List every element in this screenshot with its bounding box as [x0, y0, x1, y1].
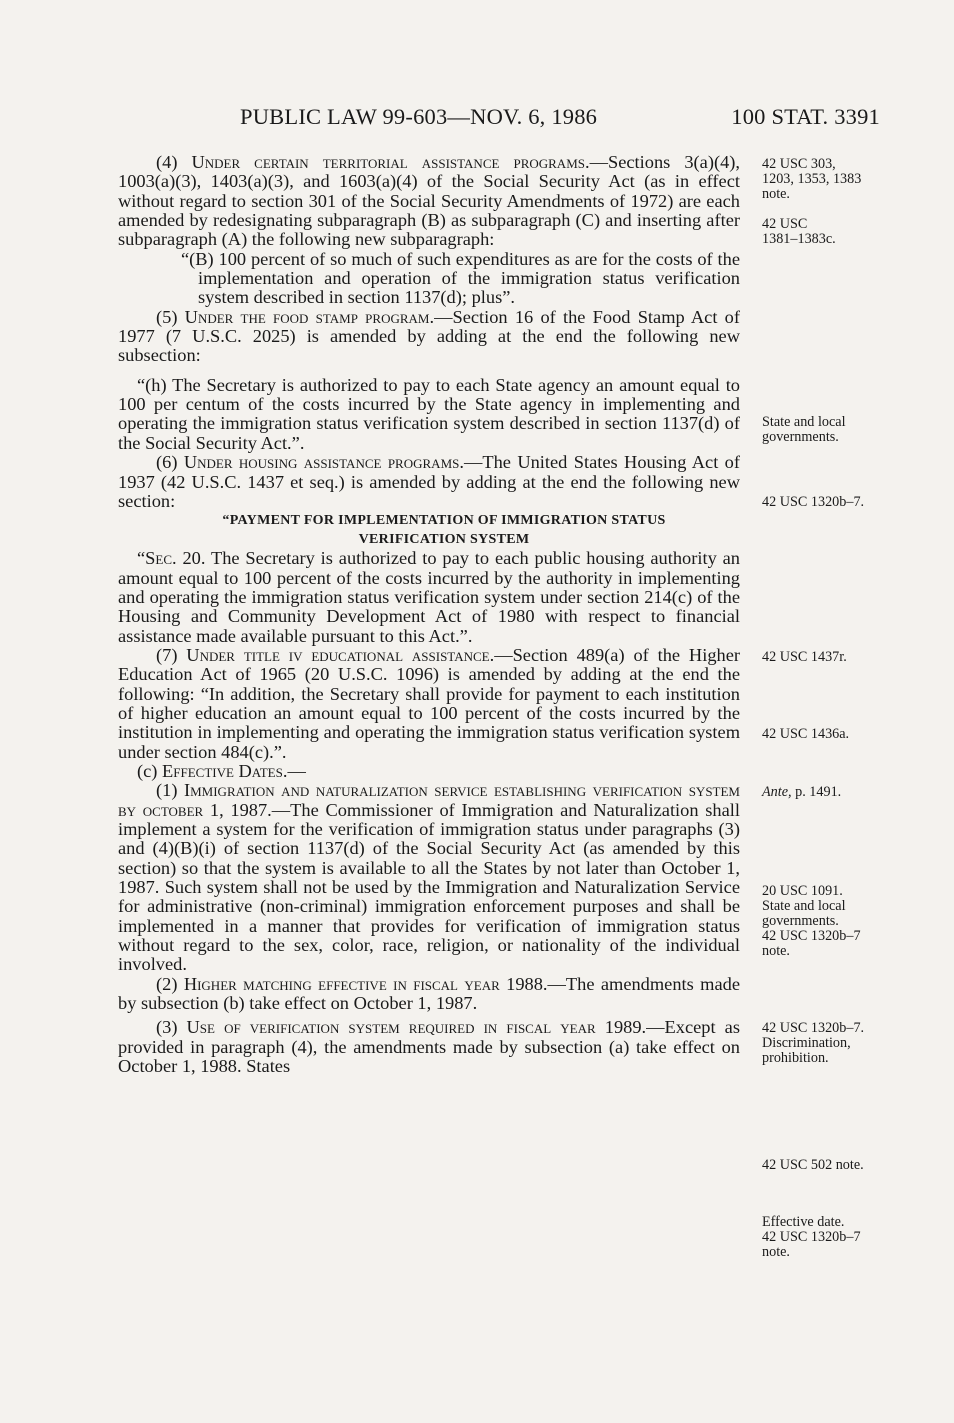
margin-note: 42 USC 1320b–7. — [762, 494, 865, 510]
running-header-page-number: 100 STAT. 3391 — [731, 104, 880, 129]
body-text — [118, 153, 740, 1076]
margin-note: 20 USC 1091. State and local governments. 42 USC 1320b–7 note. — [762, 883, 861, 959]
margin-note: 42 USC 1320b–7. Discrimination, prohibition. — [762, 1020, 865, 1066]
section-caption: “PAYMENT FOR IMPLEMENTATION OF IMMIGRATION STATUS VERIFICATION SYSTEM — [222, 513, 666, 548]
margin-note: Ante, p. 1491. — [762, 784, 842, 800]
margin-note: 42 USC 303, 1203, 1353, 1383 note. — [762, 156, 862, 202]
margin-note: 42 USC 1381–1383c. — [762, 216, 836, 247]
margin-note: Effective date. 42 USC 1320b–7 note. — [762, 1214, 861, 1260]
body-paragraph: “(B) 100 percent of so much of such expenditures as are for the costs of the implementation and operation of the immigration status verification system described in section 1137(d); plus”. — [181, 248, 740, 308]
body-paragraph: (4) Under certain territorial assistance programs.—Sections 3(a)(4), 1003(a)(3), 1403(a)(3), and 1603(a)(4) of the Social Security Act (as in effect without regard to section 301 of the Social Security Amendments of 1972) are each amended by redesignating subparagraph (B) as subparagraph (C) and inserting after subparagraph (A) the following new subparagraph: — [118, 152, 740, 250]
body-paragraph: (7) Under title iv educational assistance.—Section 489(a) of the Higher Education Act of 1965 (20 U.S.C. 1096) is amended by adding at the end the following: “In addition, the Secretary shall provide for payment to each institution of higher education an amount equal to 100 percent of the costs incurred by the institution in implementing and operating the immigration status verification system under section 484(c).”. — [118, 644, 740, 762]
margin-note: 42 USC 1437r. — [762, 649, 847, 665]
body-paragraph: (c) Effective Dates.— — [137, 760, 306, 781]
body-paragraph: “(h) The Secretary is authorized to pay to each State agency an amount equal to 100 per centum of the costs incurred by the State agency in implementing and operating the immigration status verification system described in section 1137(d) of the Social Security Act.”. — [118, 374, 740, 453]
body-paragraph: (3) Use of verification system required in fiscal year 1989.—Except as provided in paragraph (4), the amendments made by subsection (a) take effect on October 1, 1988. States — [118, 1017, 740, 1077]
body-paragraph: (1) Immigration and naturalization service establishing verification system by october 1, 1987.—The Commissioner of Immigration and Naturalization shall implement a system for the verification of immigration status under paragraphs (3) and (4)(B)(i) of section 1137(d) of the Social Security Act (as amended by this section) so that the system is available to all the States by not later than October 1, 1987. Such system shall not be used by the Immigration and Naturalization Service for administrative (non-criminal) immigration enforcement purposes and shall be implemented in a manner that provides for verification of immigration status without regard to the sex, color, race, religion, or nationality of the individual involved. — [118, 780, 740, 975]
margin-note: 42 USC 502 note. — [762, 1157, 864, 1173]
margin-note: 42 USC 1436a. — [762, 726, 850, 742]
body-paragraph: (2) Higher matching effective in fiscal year 1988.—The amendments made by subsection (b) take effect on October 1, 1987. — [118, 973, 740, 1014]
body-paragraph: “Sec. 20. The Secretary is authorized to pay to each public housing authority an amount equal to 100 percent of the costs incurred by the authority in implementing and operating the immigration status verification system under section 214(c) of the Housing and Community Development Act of 1980 with respect to financial assistance made available pursuant to this Act.”. — [118, 548, 740, 646]
running-header-title: PUBLIC LAW 99-603—NOV. 6, 1986 — [240, 104, 598, 129]
body-paragraph: (6) Under housing assistance programs.—The United States Housing Act of 1937 (42 U.S.C. 1437 et seq.) is amended by adding at the end the following new section: — [118, 452, 740, 511]
margin-note: State and local governments. — [762, 414, 846, 445]
body-paragraph: (5) Under the food stamp program.—Section 16 of the Food Stamp Act of 1977 (7 U.S.C. 2025) is amended by adding at the end the following new subsection: — [118, 306, 740, 366]
